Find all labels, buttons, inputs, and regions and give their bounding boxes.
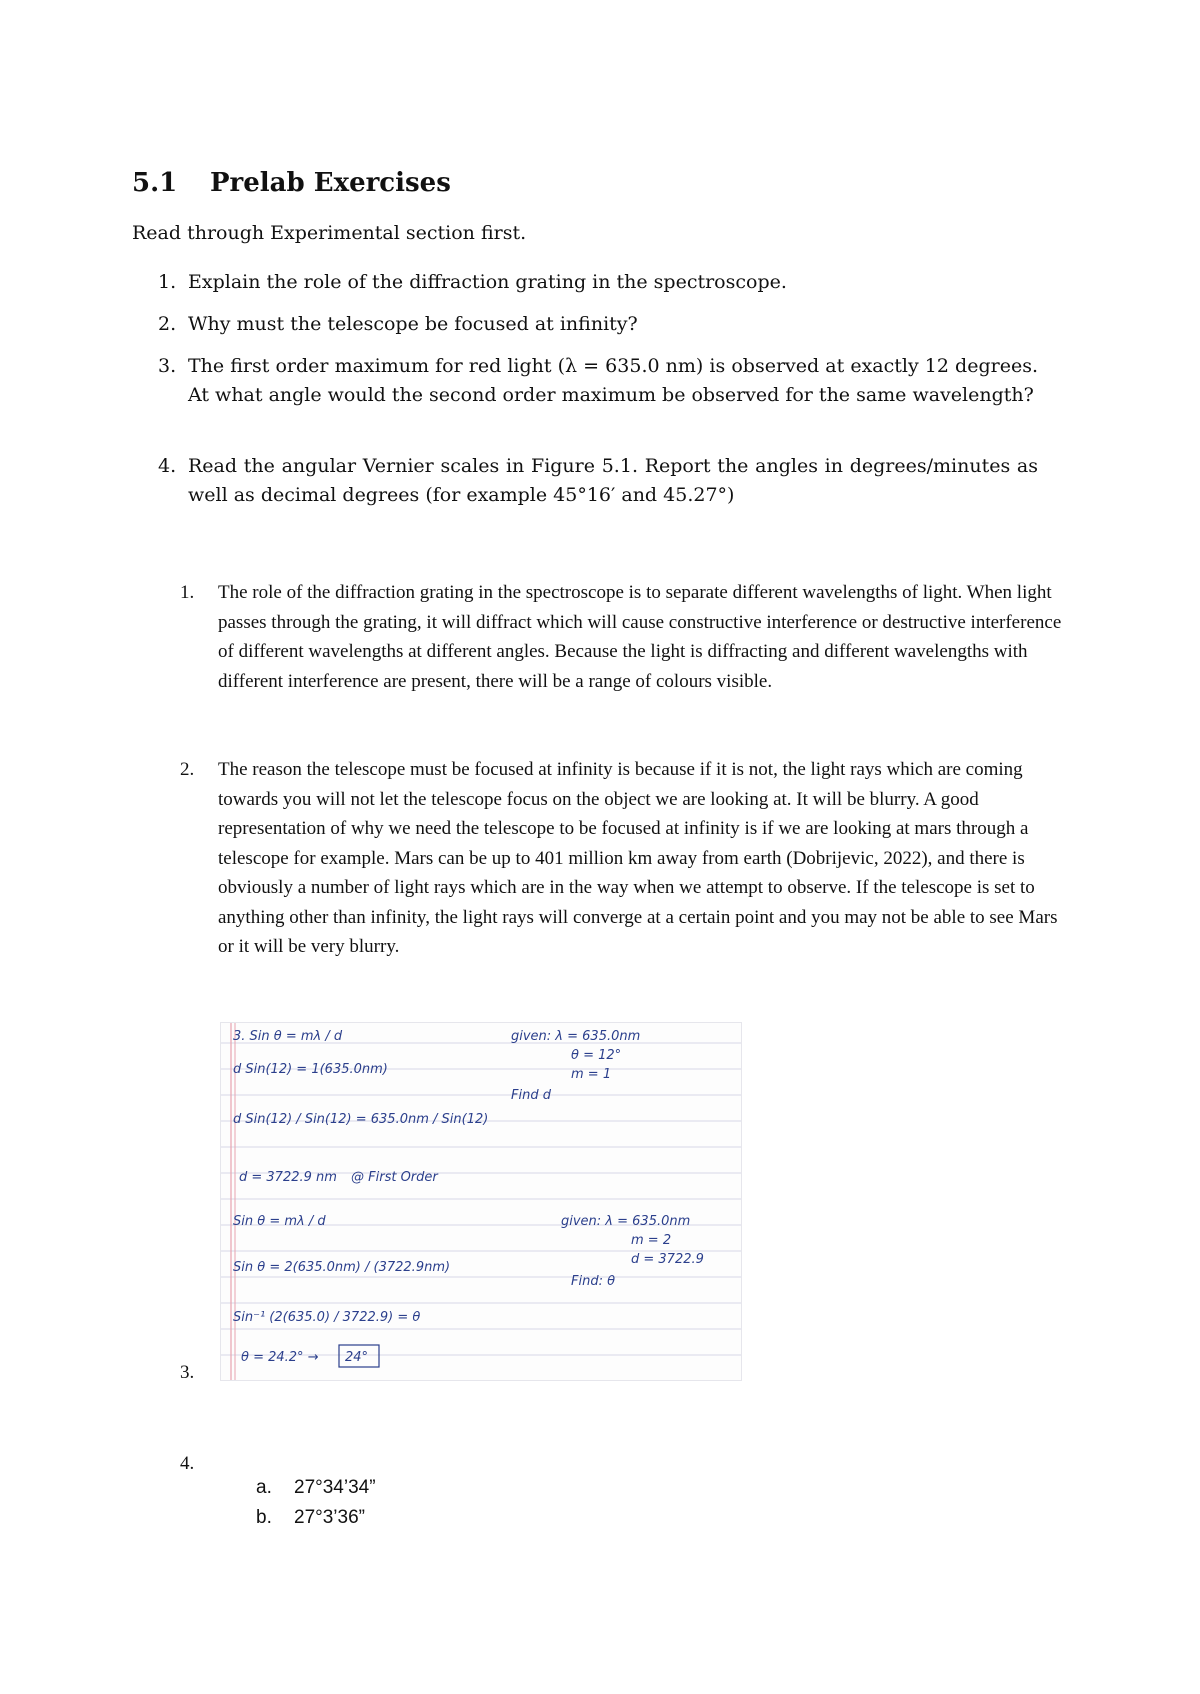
intro-text: Read through Experimental section first. [132, 222, 527, 244]
question-number: 2. [158, 313, 177, 335]
hw-eq8-boxed: 24° [345, 1350, 369, 1365]
question-number: 1. [158, 271, 177, 293]
hw-eq4: d = 3722.9 nm [239, 1170, 337, 1185]
question-text: Why must the telescope be focused at infinity? [188, 313, 638, 335]
hw-given1-3: Find d [511, 1088, 551, 1103]
section-title: Prelab Exercises [210, 168, 451, 198]
answer-number: 2. [180, 759, 195, 780]
answer-number: 4. [180, 1453, 195, 1474]
hw-given1-0: given: λ = 635.0nm [511, 1029, 641, 1044]
answer-text: The role of the diffraction grating in the spectroscope is to separate different wavelengths of light. When light passes through the grating, it will diffract which will cause constructive interference or destructive interference of different wavelengths at different angles. Because the light is diffracting and different wavelengths with different interference are present, there will be a range of colours visible. [218, 582, 1062, 692]
hw-given1-1: θ = 12° [571, 1048, 622, 1063]
question-text: Explain the role of the diffraction grating in the spectroscope. [188, 271, 787, 293]
hw-given2-1: m = 2 [631, 1233, 672, 1248]
hw-given2-0: given: λ = 635.0nm [561, 1214, 691, 1229]
question-text: Read the angular Vernier scales in Figure 5.1. Report the angles in degrees/minutes as well as decimal degrees (for example 45°16′ and 45.27°) [188, 455, 1038, 506]
hw-given2-3: Find: θ [571, 1274, 616, 1289]
handwritten-notes-svg [221, 1023, 741, 1380]
subitem-label: a. [256, 1477, 272, 1498]
handwritten-notes-image [220, 1022, 742, 1381]
answer-text: The reason the telescope must be focused at infinity is because if it is not, the light rays which are coming towards you will not let the telescope focus on the object we are looking at. It will be blurry. A good representation of why we need the telescope to be focused at infinity is if we are looking at mars through a telescope for example. Mars can be up to 401 million km away from earth (Dobrijevic, 2022), and there is obviously a number of light rays which are in the way when we attempt to observe. If the telescope is set to anything other than infinity, the light rays will converge at a certain point and you may not be able to see Mars or it will be very blurry. [218, 759, 1058, 957]
answer-4-item-b [256, 1507, 365, 1529]
question-text: The first order maximum for red light (λ = 635.0 nm) is observed at exactly 12 degrees. At what angle would the second order maximum be observed for the same wavelength? [188, 355, 1038, 406]
hw-eq3: d Sin(12) / Sin(12) = 635.0nm / Sin(12) [233, 1112, 489, 1127]
hw-eq6: Sin θ = 2(635.0nm) / (3722.9nm) [233, 1260, 451, 1275]
answer-number: 1. [180, 582, 195, 603]
hw-eq1: 3. Sin θ = mλ / d [233, 1029, 343, 1044]
hw-eq8: θ = 24.2° → [241, 1350, 319, 1365]
subitem-value: 27°3’36” [294, 1507, 365, 1528]
subitem-label: b. [256, 1507, 272, 1528]
question-number: 4. [158, 455, 177, 477]
answer-number: 3. [180, 1362, 195, 1383]
section-heading [132, 168, 451, 198]
answer-4-item-a [256, 1477, 376, 1499]
hw-eq2: d Sin(12) = 1(635.0nm) [233, 1062, 388, 1077]
hw-eq5: Sin θ = mλ / d [233, 1214, 326, 1229]
subitem-value: 27°34’34” [294, 1477, 376, 1498]
question-number: 3. [158, 355, 177, 377]
hw-given2-2: d = 3722.9 [631, 1252, 704, 1267]
section-number: 5.1 [132, 168, 178, 198]
hw-eq4-note: @ First Order [351, 1170, 438, 1185]
hw-eq7: Sin⁻¹ (2(635.0) / 3722.9) = θ [233, 1310, 421, 1325]
hw-given1-2: m = 1 [571, 1067, 612, 1082]
